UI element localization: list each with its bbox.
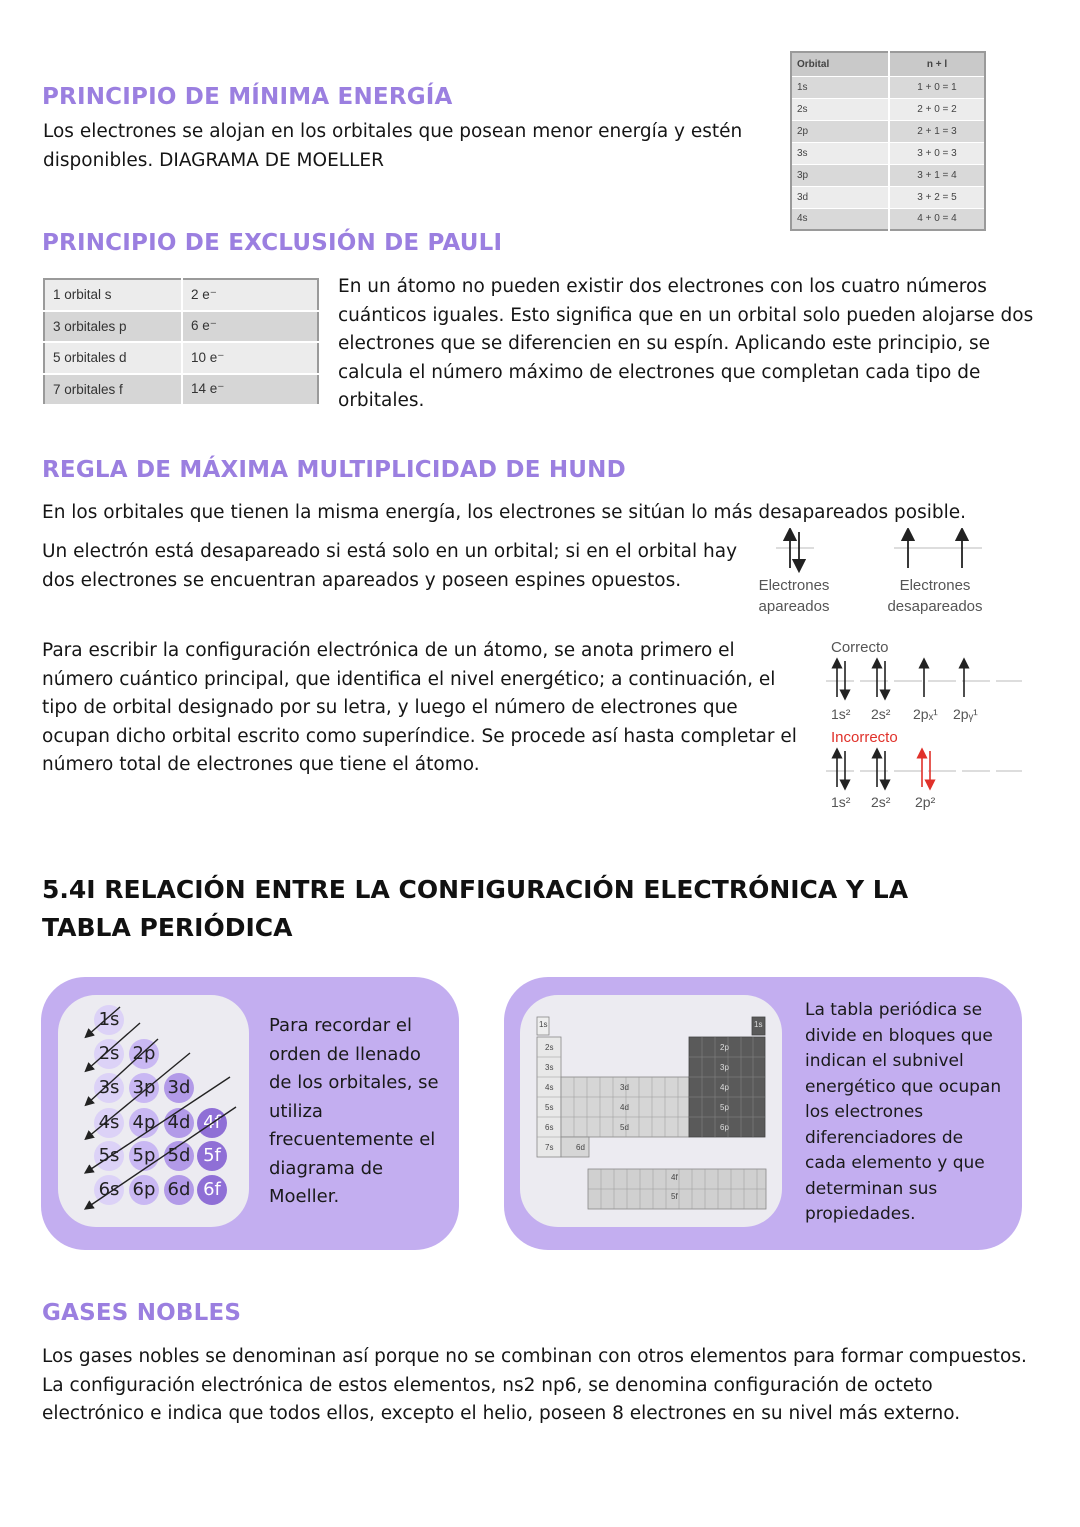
nl-table-header: Orbital n + l bbox=[791, 52, 985, 76]
pt-label-3s: 3s bbox=[545, 1063, 554, 1072]
moeller-6s: 6s bbox=[94, 1175, 124, 1205]
moeller-4d: 4d bbox=[164, 1108, 194, 1138]
correct-label-2: 2s² bbox=[871, 706, 891, 722]
moeller-6f: 6f bbox=[197, 1175, 227, 1205]
table-row: 2s 2 + 0 = 2 bbox=[791, 98, 985, 120]
pauli-table bbox=[43, 278, 319, 406]
moeller-6p: 6p bbox=[129, 1175, 159, 1205]
electron-arrows-diagram bbox=[770, 528, 1010, 578]
minima-title: PRINCIPIO DE MÍNIMA ENERGÍA bbox=[42, 84, 453, 110]
hund-text-1: En los orbitales que tienen la misma energía, los electrones se sitúan lo más desapareados posible. bbox=[42, 502, 967, 523]
incorrect-label-1: 1s² bbox=[831, 794, 851, 810]
table-row: 7 orbitales f 14 e⁻ bbox=[44, 374, 318, 406]
moeller-5f: 5f bbox=[197, 1141, 227, 1171]
pt-label-5d: 5d bbox=[620, 1123, 629, 1132]
moeller-6d: 6d bbox=[164, 1175, 194, 1205]
correcto-label: Correcto bbox=[831, 639, 889, 656]
table-row: 3d 3 + 2 = 5 bbox=[791, 186, 985, 208]
hund-title: REGLA DE MÁXIMA MULTIPLICIDAD DE HUND bbox=[42, 457, 626, 483]
incorrect-label-3: 2p² bbox=[915, 794, 936, 810]
hund-text-3: Para escribir la configuración electrónica de un átomo, se anota primero el número cuántico principal, que identifica el nivel energético; a continuación, el tipo de orbital designado por su letra, y luego el número de electrones que ocupan dicho orbital escrito como superíndice. Se procede así hasta completar el número total de electrones que tiene el átomo. bbox=[42, 640, 797, 775]
incorrect-label-2: 2s² bbox=[871, 794, 891, 810]
pt-label-3d: 3d bbox=[620, 1083, 629, 1092]
table-row: 4s 4 + 0 = 4 bbox=[791, 208, 985, 230]
moeller-4p: 4p bbox=[129, 1108, 159, 1138]
pt-label-4s: 4s bbox=[545, 1083, 554, 1092]
pt-label-6s: 6s bbox=[545, 1123, 554, 1132]
pauli-title: PRINCIPIO DE EXCLUSIÓN DE PAULI bbox=[42, 230, 503, 256]
table-row: 3p 3 + 1 = 4 bbox=[791, 164, 985, 186]
pt-label-2p: 2p bbox=[720, 1043, 729, 1052]
moeller-4s: 4s bbox=[94, 1108, 124, 1138]
pt-label-3p: 3p bbox=[720, 1063, 729, 1072]
pt-label-4d: 4d bbox=[620, 1103, 629, 1112]
pt-label-4p: 4p bbox=[720, 1083, 729, 1092]
pt-label-6p: 6p bbox=[720, 1123, 729, 1132]
pt-label-5s: 5s bbox=[545, 1103, 554, 1112]
pt-label-5p: 5p bbox=[720, 1103, 729, 1112]
moeller-2p: 2p bbox=[129, 1039, 159, 1069]
label-desapareados: Electrones desapareados bbox=[887, 577, 983, 615]
moeller-1s: 1s bbox=[94, 1005, 124, 1035]
correct-label-1: 1s² bbox=[831, 706, 851, 722]
moeller-3p: 3p bbox=[129, 1073, 159, 1103]
gases-text: Los gases nobles se denominan así porque no se combinan con otros elementos para formar compuestos. La configuración electrónica de estos elementos, ns2 np6, se denomina configuración de octeto electrónico e indica que todos ellos, excepto el helio, poseen 8 electrones en su nivel más externo. bbox=[42, 1346, 1027, 1424]
moeller-5d: 5d bbox=[164, 1141, 194, 1171]
moeller-arrows bbox=[58, 995, 249, 1227]
table-row: 3 orbitales p 6 e⁻ bbox=[44, 311, 318, 343]
table-row: 1 orbital s 2 e⁻ bbox=[44, 279, 318, 311]
table-row: 3s 3 + 0 = 3 bbox=[791, 142, 985, 164]
pauli-text: En un átomo no pueden existir dos electrones con los cuatro números cuánticos iguales. Esto significa que en un orbital solo pueden alojarse dos electrones que se diferencien en su espín. Aplicando este principio, se calcula el número máximo de electrones que completan cada tipo de orbitales. bbox=[338, 276, 1034, 411]
incorrecto-label: Incorrecto bbox=[831, 729, 898, 746]
moeller-3s: 3s bbox=[94, 1073, 124, 1103]
table-row: 5 orbitales d 10 e⁻ bbox=[44, 342, 318, 374]
label-apareados: Electrones apareados bbox=[758, 577, 830, 615]
nl-table bbox=[790, 51, 986, 231]
table-row: 2p 2 + 1 = 3 bbox=[791, 120, 985, 142]
moeller-5p: 5p bbox=[129, 1141, 159, 1171]
moeller-3d: 3d bbox=[164, 1073, 194, 1103]
pt-label-7s: 7s bbox=[545, 1143, 554, 1152]
relacion-title: 5.4I RELACIÓN ENTRE LA CONFIGURACIÓN ELECTRÓNICA Y LA TABLA PERIÓDICA bbox=[42, 875, 909, 942]
pt-label-4f: 4f bbox=[671, 1173, 678, 1182]
minima-text: Los electrones se alojan en los orbitales que posean menor energía y estén disponibles. DIAGRAMA DE MOELLER bbox=[43, 121, 743, 171]
moeller-5s: 5s bbox=[94, 1141, 124, 1171]
pt-label-6d: 6d bbox=[576, 1143, 585, 1152]
periodic-blocks-svg bbox=[520, 995, 782, 1227]
hund-text-2: Un electrón está desapareado si está solo en un orbital; si en el orbital hay dos electrones se encuentran apareados y poseen espines opuestos. bbox=[42, 541, 738, 591]
pt-label-2s: 2s bbox=[545, 1043, 554, 1052]
moeller-2s: 2s bbox=[94, 1039, 124, 1069]
periodic-card-text: La tabla periódica se divide en bloques que indican el subnivel energético que ocupan los electrones diferenciadores de cada elemento y que determinan sus propiedades. bbox=[805, 1000, 1002, 1224]
pt-label-1s-right: 1s bbox=[754, 1020, 763, 1029]
table-row: 1s 1 + 0 = 1 bbox=[791, 76, 985, 98]
moeller-card-text: Para recordar el orden de llenado de los orbitales, se utiliza frecuentemente el diagrama de Moeller. bbox=[269, 1015, 439, 1207]
pt-label-1s-left: 1s bbox=[539, 1020, 548, 1029]
moeller-4f: 4f bbox=[197, 1108, 227, 1138]
correct-label-4: 2pᵧ¹ bbox=[953, 706, 978, 722]
pt-label-5f: 5f bbox=[671, 1192, 678, 1201]
correct-label-3: 2pₓ¹ bbox=[913, 706, 938, 722]
gases-title: GASES NOBLES bbox=[42, 1300, 242, 1326]
